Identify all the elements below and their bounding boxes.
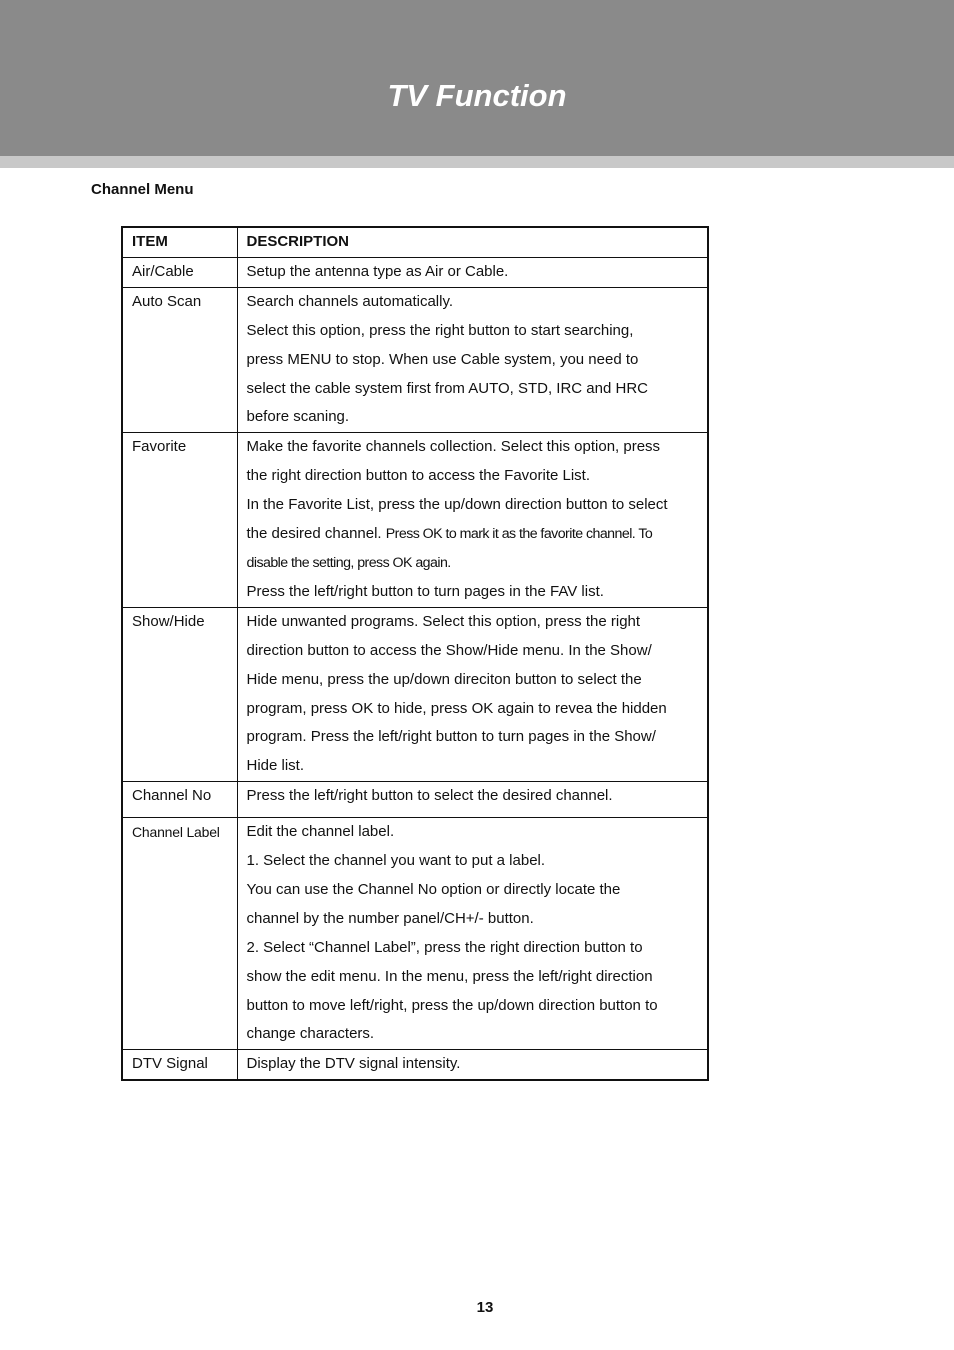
description-line: Select this option, press the right button to start searching, (246, 321, 634, 339)
description-cell (237, 782, 708, 818)
column-header-description: DESCRIPTION (237, 227, 708, 257)
description-cell (237, 1050, 708, 1080)
table-row-dtv-signal (122, 1050, 708, 1080)
description-line: button to move left/right, press the up/down direction button to (246, 996, 658, 1014)
description-line: Press the left/right button to turn pages in the FAV list. (246, 582, 604, 600)
page-title: TV Function (387, 78, 567, 113)
description-line: disable the setting, press OK again. (246, 554, 451, 571)
description-line: select the cable system first from AUTO, STD, IRC and HRC (246, 379, 648, 397)
table-row-air-cable (122, 257, 708, 287)
description-line: Display the DTV signal intensity. (246, 1055, 461, 1073)
description-line (247, 520, 700, 549)
item-cell: DTV Signal (122, 1050, 237, 1080)
description-line: channel by the number panel/CH+/- button. (246, 909, 534, 927)
description-line: Setup the antenna type as Air or Cable. (246, 262, 509, 280)
description-line: the right direction button to access the Favorite List. (246, 467, 591, 485)
description-line: show the edit menu. In the menu, press the left/right direction (246, 967, 653, 985)
table-row-favorite (122, 433, 708, 607)
description-cell (237, 287, 708, 433)
description-line: 1. Select the channel you want to put a label. (246, 852, 546, 870)
item-cell: Air/Cable (122, 257, 237, 287)
description-line: program, press OK to hide, press OK again to revea the hidden (246, 699, 667, 717)
description-line: Make the favorite channels collection. Select this option, press (246, 438, 661, 456)
description-line: Press the left/right button to select the desired channel. (246, 787, 613, 805)
description-cell (237, 433, 708, 607)
item-cell: Channel No (122, 782, 237, 818)
description-line: Hide menu, press the up/down direciton button to select the (246, 670, 642, 688)
description-line: press MENU to stop. When use Cable system, you need to (246, 350, 639, 368)
description-cell (237, 818, 708, 1050)
description-line: change characters. (246, 1025, 375, 1043)
description-line: You can use the Channel No option or directly locate the (246, 880, 621, 898)
table-row-channel-label (122, 818, 708, 1050)
table-row-show-hide (122, 607, 708, 781)
description-line: Edit the channel label. (246, 823, 395, 841)
description-line: before scaning. (246, 408, 350, 426)
table-header-row (122, 227, 708, 257)
description-line: 2. Select “Channel Label”, press the right direction button to (246, 938, 643, 956)
page-number: 13 (476, 1299, 494, 1316)
item-cell: Show/Hide (122, 607, 237, 781)
description-line: Search channels automatically. (246, 292, 453, 310)
description-text-condensed: Press OK to mark it as the favorite channel. To (385, 526, 653, 543)
item-cell: Favorite (122, 433, 237, 607)
column-header-item: ITEM (122, 227, 237, 257)
description-cell (237, 607, 708, 781)
description-cell (237, 257, 708, 287)
item-cell: Auto Scan (122, 287, 237, 433)
header-divider-stripe (0, 156, 954, 168)
description-line: Hide list. (246, 757, 305, 775)
description-text: the desired channel. (246, 525, 386, 543)
description-line: In the Favorite List, press the up/down direction button to select (246, 496, 668, 514)
description-line: program. Press the left/right button to turn pages in the Show/ (246, 728, 656, 746)
description-line: direction button to access the Show/Hide menu. In the Show/ (246, 641, 652, 659)
table-row-auto-scan (122, 287, 708, 433)
section-title: Channel Menu (91, 181, 194, 198)
description-line: Hide unwanted programs. Select this option, press the right (246, 612, 641, 630)
table-row-channel-no (122, 782, 708, 818)
channel-menu-table (121, 226, 709, 1081)
item-cell: Channel Label (122, 818, 237, 1050)
